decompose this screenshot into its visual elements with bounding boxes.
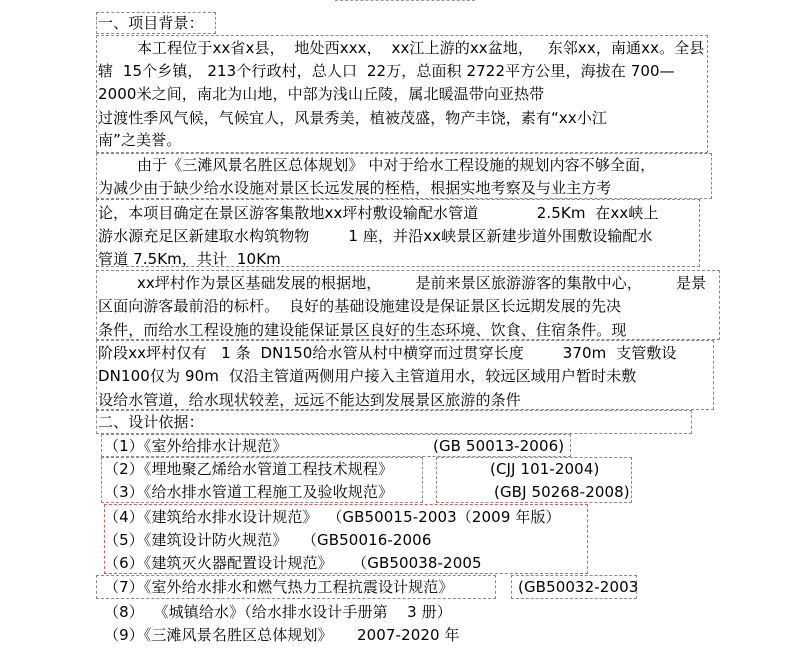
top-divider — [335, 0, 475, 3]
paragraph3-line: 阶段xx坪村仅有 1 条 DN150给水管从村中横穿而过贯穿长度 370m 支管敷设 — [98, 344, 677, 362]
paragraph3-line: xx坪村作为景区基础发展的根据地， 是前来景区旅游游客的集散中心， 是景 — [98, 274, 707, 292]
paragraph3-line: 设给水管道，给水现状较差，远远不能达到发展景区旅游的条件 — [98, 391, 521, 409]
paragraph3-line: DN100仅为 90m 仅沿主管道两侧用户接入主管道用水，较远区域用户暂时未敷 — [98, 367, 637, 385]
paragraph1-line: 南”之美誉。 — [98, 131, 182, 149]
reference-code: (CJJ 101-2004) — [490, 460, 600, 478]
reference-code: (GB 50013-2006) — [433, 437, 565, 455]
paragraph2-line: 论，本项目确定在景区游客集散地xx坪村敷设输配水管道 2.5Km 在xx峡上 — [98, 204, 659, 222]
paragraph2-line: 游水源充足区新建取水构筑物物 1 座，并沿xx峡景区新建步道外围敷设输配水 — [98, 227, 653, 245]
reference-title: （3）《给水排水管道工程施工及验收规范》 — [104, 483, 394, 501]
section2-heading: 二、设计依据： — [98, 413, 204, 431]
paragraph1-line: 过渡性季风气候，气候宜人，风景秀美，植被茂盛，物产丰饶，素有“xx小江 — [98, 109, 608, 127]
paragraph2-line: 管道 7.5Km，共计 10Km — [98, 250, 281, 268]
paragraph1-line: 辖 15个乡镇， 213个行政村，总人口 22万，总面积 2722平方公里，海拔在 700— — [98, 62, 675, 80]
reference-title: （2）《埋地聚乙烯给水管道工程技术规程》 — [104, 460, 394, 478]
reference-title: （9）《三滩风景名胜区总体规划》 2007-2020 年 — [104, 626, 460, 644]
reference-title: （1）《室外给排水计规范》 — [104, 437, 288, 455]
reference-title: （8） 《城镇给水》（给水排水设计手册第 3 册） — [104, 603, 452, 621]
paragraph3-line: 区面向游客最前沿的标杆。 良好的基础设施建设是保证景区长远期发展的先决 — [98, 297, 622, 315]
paragraph2-line: 由于《三滩风景名胜区总体规划》 中对于给水工程设施的规划内容不够全面， — [98, 156, 656, 174]
paragraph1-line: 2000米之间，南北为山地，中部为浅山丘陵，属北暖温带向亚热带 — [98, 85, 545, 103]
reference-code: (GB50032-2003 — [518, 578, 639, 596]
reference-code: (GBJ 50268-2008) — [494, 483, 630, 501]
paragraph2-line: 为减少由于缺少给水设施对景区长远发展的桎梏，根据实地考察及与业主方考 — [98, 179, 612, 197]
reference-title: （5）《建筑设计防火规范》 （GB50016-2006 — [104, 531, 432, 549]
section1-heading: 一、项目背景： — [98, 14, 204, 32]
paragraph3-line: 条件，而给水工程设施的建设能保证景区良好的生态环境、饮食、住宿条件。现 — [98, 321, 627, 339]
reference-title: （7）《室外给水排水和燃气热力工程抗震设计规范》 — [104, 578, 454, 596]
paragraph1-line: 本工程位于xx省x县， 地处西xxx， xx江上游的xx盆地， 东邻xx，南通xx。全县 — [98, 39, 705, 57]
reference-title: （6）《建筑灭火器配置设计规范》 （GB50038-2005 — [104, 554, 482, 572]
reference-title: （4）《建筑给水排水设计规范》 （GB50015-2003（2009 年版） — [104, 508, 561, 526]
